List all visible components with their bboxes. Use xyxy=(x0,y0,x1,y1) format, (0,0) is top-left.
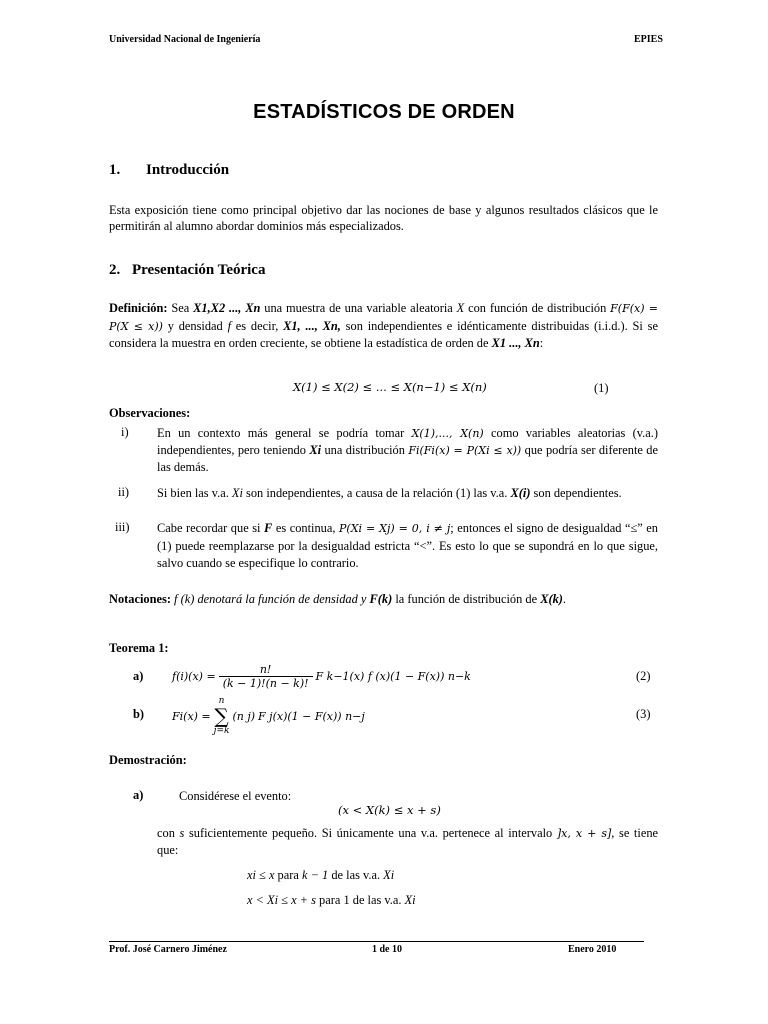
obs-mark-ii: ii) xyxy=(118,485,130,499)
proof-event-intro: Considérese el evento: xyxy=(179,789,292,803)
header-department: EPIES xyxy=(634,34,663,45)
sample-vars: X1,X2 ..., Xn xyxy=(193,301,261,315)
theorem-part-b-label: b) xyxy=(133,707,145,721)
equation-number-3: (3) xyxy=(636,707,651,721)
observations-label: Observaciones: xyxy=(109,406,191,420)
proof-label: Demostración: xyxy=(109,753,187,767)
theorem-part-a-label: a) xyxy=(133,669,144,683)
equation-number-1: (1) xyxy=(594,381,609,395)
proof-condition-2: x < Xi ≤ x + s para 1 de las v.a. Xi xyxy=(247,893,416,907)
section-2-number: 2. xyxy=(109,262,121,278)
theorem-formula-b: Fi(x) = n ∑ j=k (n j) F j(x)(1 − F(x)) n−j xyxy=(172,696,365,736)
section-1-number: 1. xyxy=(109,162,121,178)
observation-i: En un contexto más general se podría tomar X(1),..., X(n) como variables aleatorias (v.a.) independientes, pero teniendo Xi una distribución Fi(Fi(x) = P(Xi ≤ x)) que podría ser diferente de las demás. xyxy=(157,426,658,474)
definition-paragraph: Definición: Sea X1,X2 ..., Xn una muestra de una variable aleatoria X con función de distribución F(F(x) = P(X ≤ x)) y densidad f es decir, X1, ..., Xn, son independientes e idénticamente distribuidas (i.i.d.). Si se considera la muestra en orden creciente, se obtiene la estadística de orden de X1 ..., Xn: xyxy=(109,301,658,350)
section-2-title: Presentación Teórica xyxy=(132,262,266,278)
notations-label: Notaciones: xyxy=(109,592,171,606)
event-formula: (x < X(k) ≤ x + s) xyxy=(338,803,441,817)
footer-author: Prof. José Carnero Jiménez xyxy=(109,944,227,955)
proof-condition-1: xi ≤ x para k − 1 de las v.a. Xi xyxy=(247,868,395,882)
obs-mark-iii: iii) xyxy=(115,520,130,534)
notations-paragraph: Notaciones: f (k) denotará la función de densidad y F(k) la función de distribución de X(k). xyxy=(109,592,567,606)
equation-number-2: (2) xyxy=(636,669,651,683)
order-statistic-equation: X(1) ≤ X(2) ≤ ... ≤ X(n−1) ≤ X(n) xyxy=(293,380,487,394)
observation-ii: Si bien las v.a. Xi son independientes, a causa de la relación (1) las v.a. X(i) son dependientes. xyxy=(157,486,622,500)
footer-rule xyxy=(109,941,644,942)
theorem-label: Teorema 1: xyxy=(109,641,169,655)
definition-label: Definición: xyxy=(109,301,168,315)
cdf-formula: F(F(x) = P(X ≤ x)) xyxy=(109,302,658,333)
footer-date: Enero 2010 xyxy=(568,944,617,955)
obs-mark-i: i) xyxy=(121,425,129,439)
section-1-title: Introducción xyxy=(146,162,230,178)
footer-page-number: 1 de 10 xyxy=(372,944,402,955)
observation-iii: Cabe recordar que si F es continua, P(Xi = Xj) = 0, i ≠ j; entonces el signo de desigualdad “≤” en (1) puede reemplazarse por la desigualdad estricta “<”. Es esto lo que se supondrá en lo que sigue, salvo cuando se especifique lo contrario. xyxy=(157,521,658,570)
theorem-formula-a: f(i)(x) = $\frac{n!}{(k - 1)!(n - k)!}$ F k−1(x) f (x)(1 − F(x)) n−k xyxy=(172,662,471,690)
header-institution: Universidad Nacional de Ingeniería xyxy=(109,34,261,45)
proof-paragraph: con s suficientemente pequeño. Si únicamente una v.a. pertenece al intervalo ]x, x + s], se tiene que: xyxy=(157,826,659,857)
intro-paragraph: Esta exposición tiene como principal objetivo dar las nociones de base y algunos resultados clásicos que le permitirán al alumno abordar dominios más especializados. xyxy=(109,203,658,233)
proof-part-a-label: a) xyxy=(133,788,144,802)
page-title: ESTADÍSTICOS DE ORDEN xyxy=(253,101,515,123)
